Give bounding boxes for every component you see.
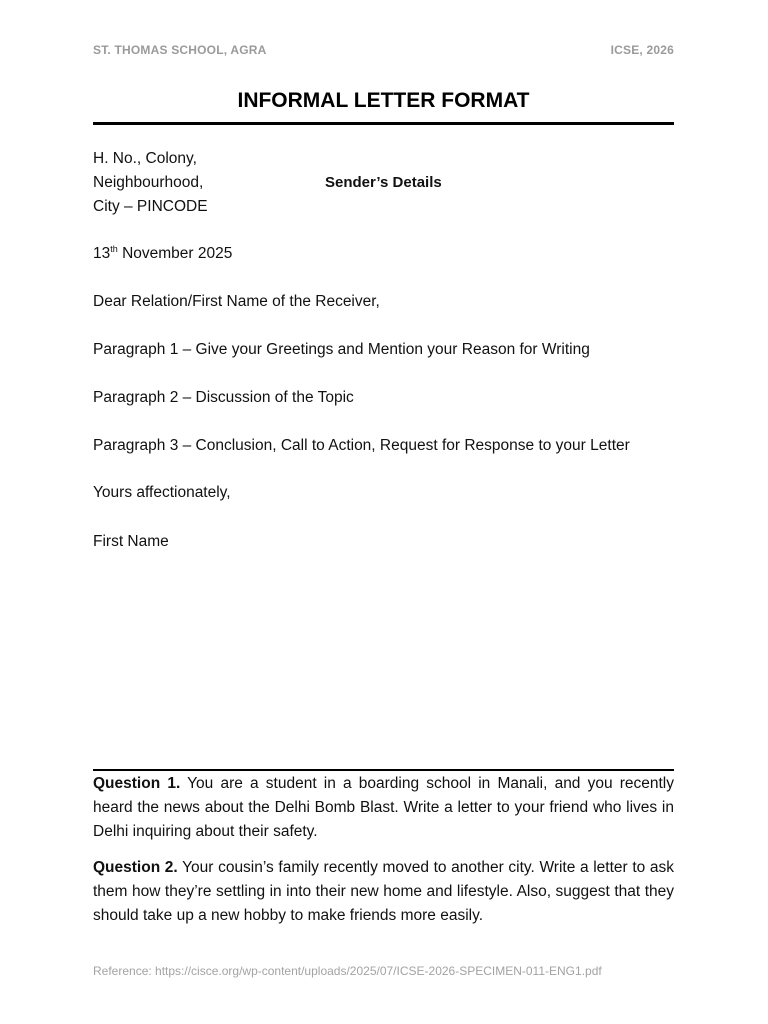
sender-details-label: Sender’s Details — [325, 174, 442, 191]
address-line-3: City – PINCODE — [93, 198, 208, 215]
address-line-1: H. No., Colony, — [93, 150, 197, 167]
date-suffix: th — [110, 243, 118, 254]
exam-year-header: ICSE, 2026 — [610, 43, 674, 57]
closing-line: Yours affectionately, — [93, 484, 231, 501]
page-title: INFORMAL LETTER FORMAT — [237, 89, 530, 112]
address-line-2: Neighbourhood, — [93, 174, 204, 191]
title-divider — [93, 122, 674, 125]
reference-link[interactable]: Reference: https://cisce.org/wp-content/uploads/2025/07/ICSE-2026-SPECIMEN-011-ENG1.pdf — [93, 964, 602, 978]
question-2-label: Question 2. — [93, 859, 178, 876]
salutation: Dear Relation/First Name of the Receiver, — [93, 293, 380, 310]
signature-name: First Name — [93, 533, 169, 550]
questions-divider — [93, 769, 674, 771]
question-1 — [93, 772, 674, 844]
school-name-header: ST. THOMAS SCHOOL, AGRA — [93, 43, 267, 57]
letter-date — [93, 244, 232, 264]
paragraph-1: Paragraph 1 – Give your Greetings and Mention your Reason for Writing — [93, 341, 590, 358]
paragraph-3: Paragraph 3 – Conclusion, Call to Action, Request for Response to your Letter — [93, 437, 630, 454]
question-1-text: You are a student in a boarding school in Manali, and you recently heard the news about the Delhi Bomb Blast. Write a letter to your friend who lives in Delhi inquiring about their safety. — [93, 775, 675, 840]
question-2 — [93, 856, 674, 928]
paragraph-2: Paragraph 2 – Discussion of the Topic — [93, 389, 354, 406]
question-1-label: Question 1. — [93, 775, 181, 792]
date-day: 13 — [93, 245, 111, 262]
question-2-text: Your cousin’s family recently moved to another city. Write a letter to ask them how they’re settling in into their new home and lifestyle. Also, suggest that they should take up a new hobby to make friends more easily. — [93, 859, 675, 924]
date-rest: November 2025 — [117, 245, 233, 262]
